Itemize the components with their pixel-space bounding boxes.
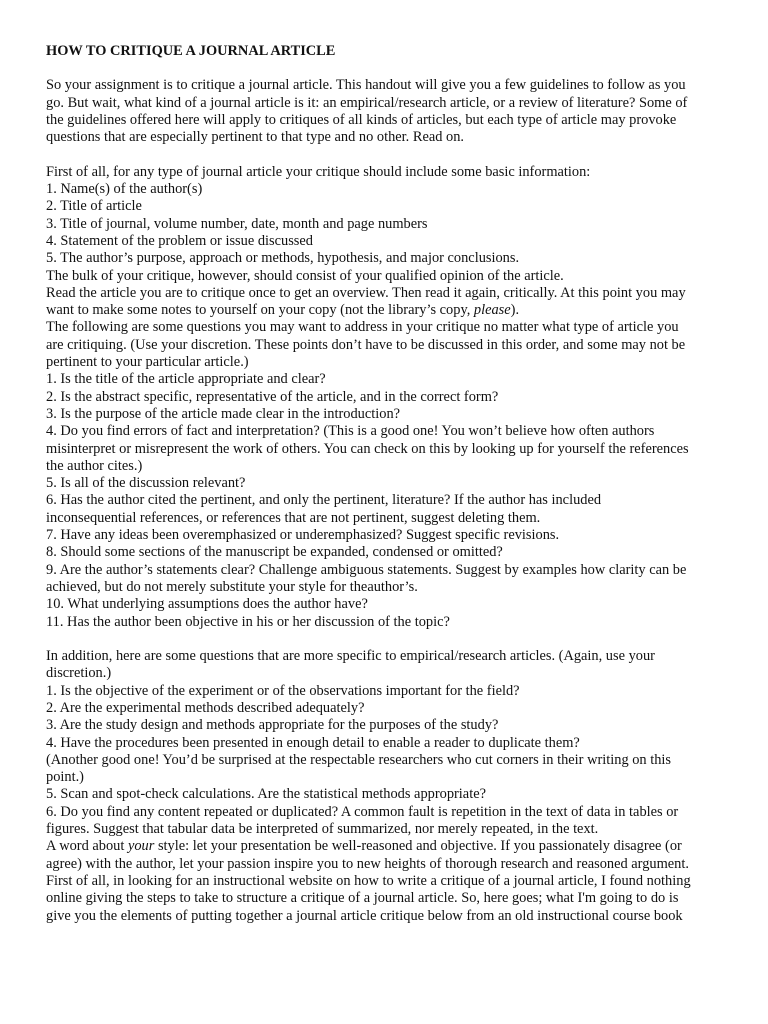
general-question-line: inconsequential references, or references that are not pertinent, suggest deleting them. [46,509,541,526]
general-question-line: the author cites.) [46,457,143,474]
general-intro-line: The following are some questions you may want to address in your critique no matter what type of article you [46,319,679,336]
general-question-line: 2. Is the abstract specific, representative of the article, and in the correct form? [46,388,499,405]
basic-info-item: 2. Title of article [46,198,142,215]
intro-line: the guidelines offered here will apply to critiques of all kinds of articles, but each type of article may provoke [46,111,677,128]
read-line: Read the article you are to critique once to get an overview. Then read it again, critically. At this point you may [46,284,686,301]
general-question-line: 6. Has the author cited the pertinent, and only the pertinent, literature? If the author has included [46,492,602,509]
intro-paragraph [46,77,728,146]
general-questions-section [46,319,728,630]
intro-line: go. But wait, what kind of a journal article is it: an empirical/research article, or a review of literature? Some of [46,94,688,111]
style-line [46,838,728,855]
style-line-text: style: let your presentation be well-reasoned and objective. If you passionately disagree (or [154,838,682,855]
closing-line: online giving the steps to take to structure a critique of a journal article. So, here goes; what I'm going to do is [46,890,679,907]
document-title: HOW TO CRITIQUE A JOURNAL ARTICLE [46,43,336,59]
intro-line: questions that are especially pertinent to that type and no other. Read on. [46,129,465,146]
closing-line: give you the elements of putting together a journal article critique below from an old instructional course book [46,907,683,924]
style-line-text: A word about [46,838,128,855]
paragraph-gap [46,146,728,163]
general-question-line: 5. Is all of the discussion relevant? [46,475,246,492]
basic-info-item: 4. Statement of the problem or issue discussed [46,232,313,249]
general-question-line: 10. What underlying assumptions does the author have? [46,596,368,613]
general-question-line: 11. Has the author been objective in his or her discussion of the topic? [46,613,450,630]
general-question-line: misinterpret or misrepresent the work of others. You can check on this by looking up for yourself the references [46,440,689,457]
empirical-question-line: 4. Have the procedures been presented in enough detail to enable a reader to duplicate them? [46,734,580,751]
empirical-question-line: figures. Suggest that tabular data be interpreted of summarized, nor merely repeated, in the text. [46,821,599,838]
basic-info-item: 5. The author’s purpose, approach or methods, hypothesis, and major conclusions. [46,250,520,267]
empirical-question-line: 6. Do you find any content repeated or duplicated? A common fault is repetition in the text of data in tables or [46,803,679,820]
general-question-line: 3. Is the purpose of the article made clear in the introduction? [46,405,401,422]
empirical-questions-section [46,648,728,838]
general-question-line: 4. Do you find errors of fact and interpretation? (This is a good one! You won’t believe how often authors [46,423,655,440]
style-line-emphasis: your [127,838,155,855]
empirical-intro-line: In addition, here are some questions that are more specific to empirical/research articles. (Again, use your [46,648,655,665]
general-question-line: 7. Have any ideas been overemphasized or underemphasized? Suggest specific revisions. [46,527,560,544]
bulk-line: The bulk of your critique, however, should consist of your qualified opinion of the article. [46,267,564,284]
intro-line: So your assignment is to critique a journal article. This handout will give you a few guidelines to follow as you [46,77,686,94]
basic-info-section [46,164,728,320]
general-intro-line: pertinent to your particular article.) [46,354,249,371]
empirical-question-line: 2. Are the experimental methods described adequately? [46,699,365,716]
empirical-question-line: point.) [46,769,84,786]
closing-line: First of all, in looking for an instructional website on how to write a critique of a journal article, I found nothing [46,872,691,889]
general-question-line: achieved, but do not merely substitute your style for theauthor’s. [46,578,418,595]
general-question-line: 1. Is the title of the article appropriate and clear? [46,371,326,388]
style-section [46,838,728,924]
empirical-intro-line: discretion.) [46,665,112,682]
empirical-question-line: 1. Is the objective of the experiment or of the observations important for the field? [46,682,520,699]
empirical-question-line: 3. Are the study design and methods appropriate for the purposes of the study? [46,717,499,734]
general-intro-line: are critiquing. (Use your discretion. These points don’t have to be discussed in this order, and some may not be [46,336,686,353]
read-line-text: ). [510,302,520,319]
read-line-text: want to make some notes to yourself on your copy (not the library’s copy, [46,302,474,319]
basic-info-item: 3. Title of journal, volume number, date, month and page numbers [46,215,428,232]
closing-line: agree) with the author, let your passion inspire you to new heights of thorough research and reasoned argument. [46,855,689,872]
paragraph-gap [46,631,728,648]
basic-info-intro: First of all, for any type of journal article your critique should include some basic information: [46,163,591,180]
empirical-question-line: (Another good one! You’d be surprised at the respectable researchers who cut corners in their writing on this [46,751,672,768]
empirical-question-line: 5. Scan and spot-check calculations. Are the statistical methods appropriate? [46,786,486,803]
general-question-line: 8. Should some sections of the manuscript be expanded, condensed or omitted? [46,544,503,561]
read-line-emphasis: please [473,302,511,319]
basic-info-item: 1. Name(s) of the author(s) [46,181,203,198]
read-line [46,302,728,319]
general-question-line: 9. Are the author’s statements clear? Challenge ambiguous statements. Suggest by examples how clarity can be [46,561,687,578]
